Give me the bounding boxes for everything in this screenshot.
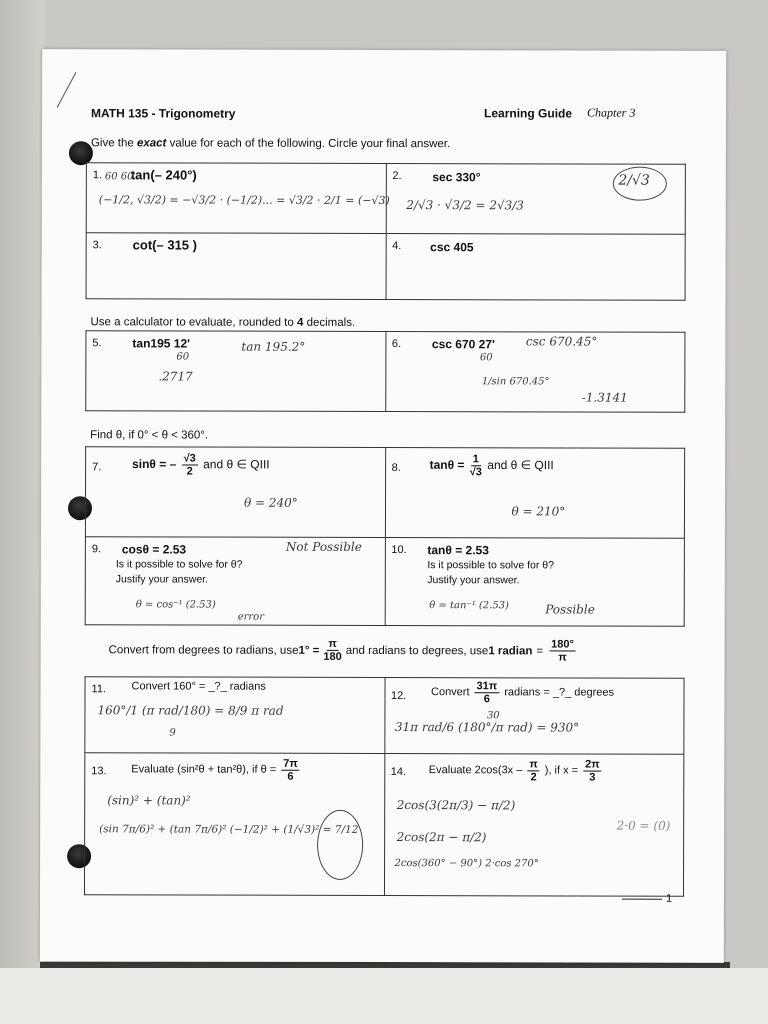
- work-14: 2cos(3(2π/3) − π/2): [396, 798, 516, 813]
- pen-mark: [57, 72, 77, 108]
- guide-label: Learning Guide: [484, 106, 573, 121]
- instruction-exact: Give the exact value for each of the following. Circle your final answer.: [90, 137, 451, 151]
- problem-2: 2. sec 330° 2/√3 2/√3 · √3/2 = 2√3/3: [386, 164, 686, 235]
- course-title: MATH 135 - Trigonometry: [91, 106, 236, 121]
- answer-8: θ = 210°: [511, 504, 566, 519]
- answer-6: -1.3141: [581, 390, 628, 405]
- instruction-find-theta: Find θ, if 0° < θ < 360°.: [90, 429, 209, 442]
- problem-14: 14. Evaluate 2cos(3x – $\frac{\pi}{2}$ ), if x = $\frac{2\pi}{3}$ 2cos(3(2π/3) − π/2) 2cos(2π − π/2) 2cos(360° − 90°) 2·cos 270° 2·0 = (0): [384, 754, 684, 897]
- answer-9: Not Possible: [285, 539, 362, 554]
- problem-10: 10. tanθ = 2.53 Is it possible to solve for θ? Justify your answer. θ = tan⁻¹ (2.53) Possible: [385, 538, 685, 627]
- work-10: θ = tan⁻¹ (2.53): [429, 600, 509, 612]
- problem-9: 9. cosθ = 2.53 Is it possible to solve for θ? Justify your answer. Not Possible θ = cos⁻¹ (2.53) error: [85, 537, 385, 626]
- work-14c: 2cos(360° − 90°) 2·cos 270°: [394, 858, 539, 870]
- work-1: (−1/2, √3/2) = −√3/2 · (−1/2)... = √3/2 · 2/1 = (−√3): [98, 193, 390, 208]
- background-bottom: [0, 968, 768, 1024]
- work-13b: (sin 7π/6)² + (tan 7π/6)² (−1/2)² + (1/√3)² = 7/12: [99, 823, 359, 836]
- work-14b: 2cos(2π − π/2): [396, 830, 487, 845]
- answer-2: 2/√3: [618, 172, 650, 189]
- problem-11: 11. Convert 160° = _?_ radians 160°/1 (π rad/180) = 8/9 π rad 9: [85, 677, 385, 754]
- answer-7: θ = 240°: [243, 495, 298, 510]
- page-number: 1: [665, 892, 673, 905]
- answer-5: .2717: [158, 369, 193, 384]
- problem-1: 1. tan(– 240°) 60 60 (−1/2, √3/2) = −√3/2 · (−1/2)... = √3/2 · 2/1 = (−√3): [86, 163, 386, 234]
- find-theta-table: [85, 446, 685, 627]
- background-left: [0, 0, 44, 1024]
- problem-13: 13. Evaluate (sin²θ + tan²θ), if θ = $\frac{7\pi}{6}$ (sin)² + (tan)² (sin 7π/6)² + (tan 7π/6)² (−1/2)² + (1/√3)² = 7/12: [84, 753, 384, 896]
- answer-10: Possible: [545, 602, 595, 617]
- answer-14: 2·0 = (0): [616, 818, 671, 833]
- work-5: tan 195.2°: [241, 339, 306, 354]
- problem-12: 12. Convert $\frac{31\pi}{6}$ radians = _?_ degrees 31π rad/6 (180°/π rad) = 930° 30: [384, 678, 684, 755]
- calculator-table: [85, 330, 685, 413]
- work-9b: error: [237, 611, 265, 623]
- worksheet-page: [40, 49, 726, 963]
- problem-4: 4. csc 405: [386, 234, 686, 301]
- instruction-convert: Convert from degrees to radians, use 1° = $\frac{\pi}{180}$ and radians to degrees, use 1 radian = $\frac{180^\circ}{\pi}$: [108, 637, 574, 664]
- answer-circle: [612, 167, 666, 201]
- work-6b: 1/sin 670.45°: [481, 376, 550, 388]
- work-11: 160°/1 (π rad/180) = 8/9 π rad: [97, 703, 284, 718]
- problem-6: 6. csc 670 27' 60 csc 670.45° 1/sin 670.45° -1.3141: [385, 332, 685, 413]
- chapter-label: Chapter 3: [587, 105, 636, 120]
- footer-rule: [622, 899, 662, 900]
- answer-circle: [317, 810, 363, 880]
- instruction-calculator: Use a calculator to evaluate, rounded to 4 decimals.: [90, 316, 356, 329]
- work-12: 31π rad/6 (180°/π rad) = 930°: [394, 720, 580, 735]
- problem-3: 3. cot(– 315 ): [86, 233, 386, 300]
- work-6: csc 670.45°: [525, 334, 598, 349]
- background-edge: [40, 962, 730, 968]
- problem-8: 8. tanθ = $\frac{1}{√3}$ and θ ∈ QIII θ = 210°: [385, 448, 685, 539]
- conversion-table: [84, 676, 685, 897]
- exact-value-table: [86, 162, 686, 301]
- problem-7: 7. sinθ = – $\frac{√3}{2}$ and θ ∈ QIII θ = 240°: [85, 447, 385, 538]
- work-2: 2/√3 · √3/2 = 2√3/3: [406, 198, 524, 213]
- work-13: (sin)² + (tan)²: [107, 793, 191, 808]
- work-9: θ = cos⁻¹ (2.53): [135, 599, 216, 611]
- problem-5: 5. tan195 12' 60 tan 195.2° .2717: [86, 331, 386, 412]
